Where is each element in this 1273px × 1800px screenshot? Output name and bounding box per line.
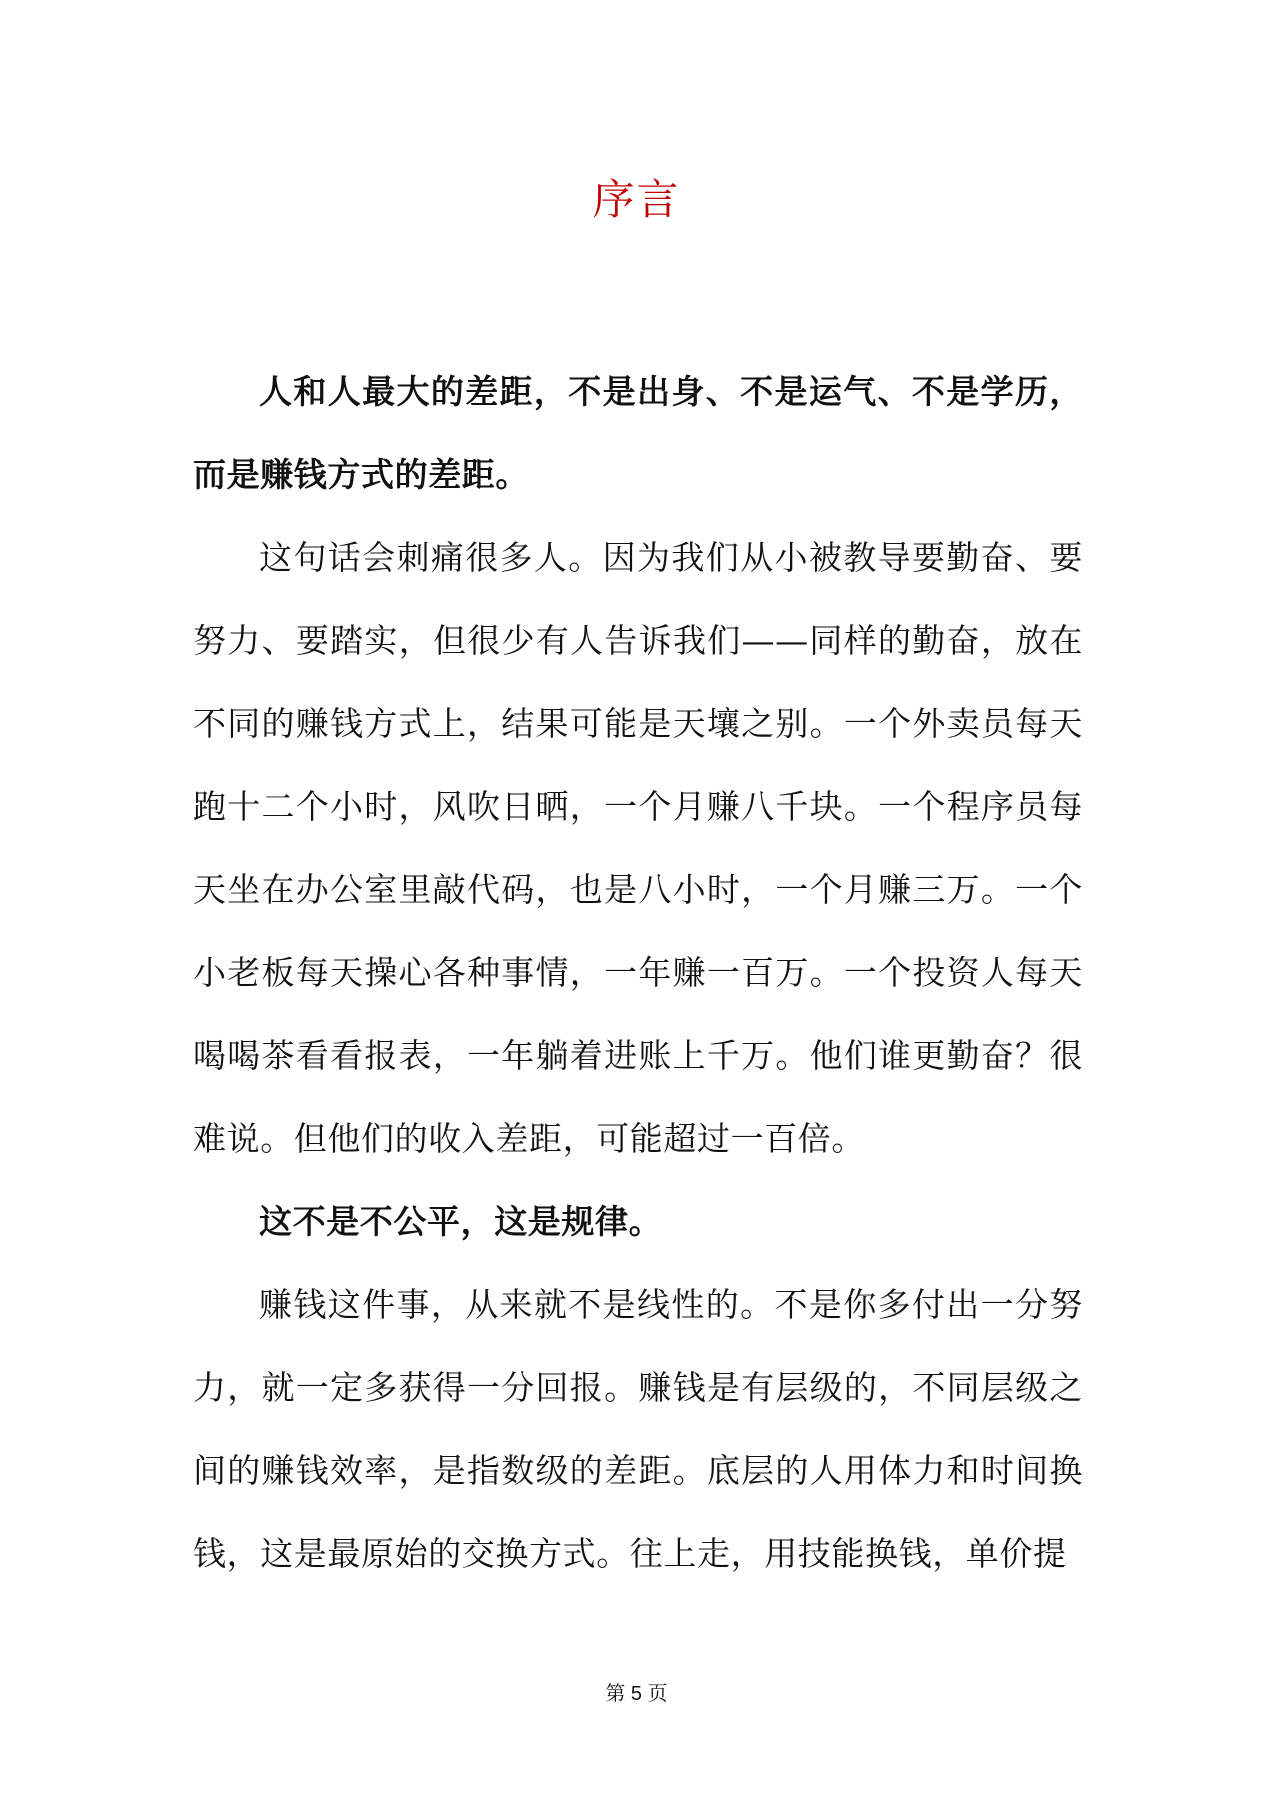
paragraph-4: 赚钱这件事，从来就不是线性的。不是你多付出一分努力，就一定多获得一分回报。赚钱是有层级的，不同层级之间的赚钱效率，是指数级的差距。底层的人用体力和时间换钱，这是最原始的交换方式。往上走，用技能换钱，单价提 — [193, 1285, 1083, 1573]
paragraph-3: 这不是不公平，这是规律。 — [259, 1202, 663, 1241]
page-number: 第 5 页 — [605, 1683, 668, 1705]
paragraph-2: 这句话会刺痛很多人。因为我们从小被教导要勤奋、要努力、要踏实，但很少有人告诉我们——同样的勤奋，放在不同的赚钱方式上，结果可能是天壤之别。一个外卖员每天跑十二个小时，风吹日晒，一个月赚八千块。一个程序员每天坐在办公室里敲代码，也是八小时，一个月赚三万。一个小老板每天操心各种事情，一年赚一百万。一个投资人每天喝喝茶看看报表，一年躺着进账上千万。他们谁更勤奋？很难说。但他们的收入差距，可能超过一百倍。 — [193, 538, 1083, 1158]
paragraph-1: 人和人最大的差距，不是出身、不是运气、不是学历，而是赚钱方式的差距。 — [193, 372, 1083, 494]
page-title: 序言 — [592, 175, 681, 224]
body-text — [193, 350, 1083, 1595]
